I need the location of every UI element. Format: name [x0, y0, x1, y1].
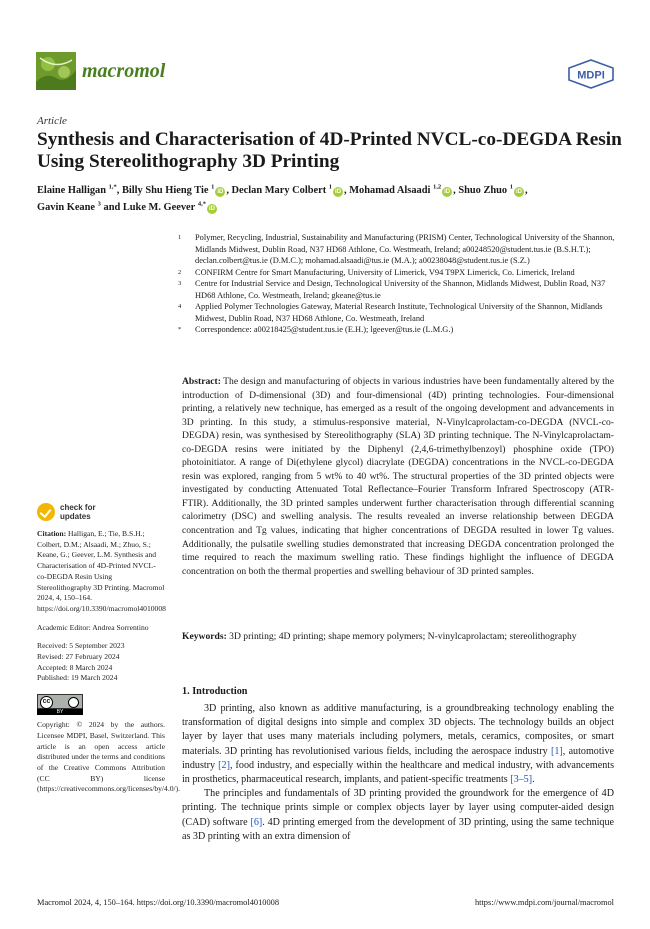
- reference-link[interactable]: [3–5]: [510, 774, 533, 786]
- introduction-body: [182, 702, 614, 844]
- mdpi-logo-text: MDPI: [577, 69, 605, 82]
- citation-text: Halligan, E.; Tie, B.S.H.; Colbert, D.M.; Alsaadi, M.; Zhuo, S.; Keane, G.; Geever, L.M. Synthesis and Characterisation of 4D-Printed NVCL-co-DEGDA Resin Using Stereolithography 3D Printing. Macromol 2024, 4, 150–164. https://doi.org/10.3390/macromol4010008: [37, 529, 166, 613]
- author-affil-sup: 1: [509, 183, 513, 191]
- abstract-label: Abstract:: [182, 376, 221, 387]
- journal-logo: [36, 52, 76, 90]
- check-updates-line1: check for: [60, 503, 96, 512]
- affiliation-text: Correspondence: a00218425@student.tus.ie (E.H.); lgeever@tus.ie (L.M.G.): [195, 325, 454, 334]
- author-name: Mohamad Alsaadi: [349, 185, 431, 196]
- paragraph: [182, 787, 614, 844]
- orcid-icon[interactable]: iD: [335, 189, 342, 195]
- reference-link[interactable]: [2]: [218, 759, 230, 771]
- affiliation-number: 4: [178, 303, 182, 310]
- author-affil-sup: 1,2: [432, 183, 442, 191]
- author-line-1: Elaine Halligan $^{1,*}$, Billy Shu Hieng Tie $^1$iD , Declan Mary Colbert $^1$iD , Mohamad Alsaadi $^{1,2}$iD , Shuo Zhuo $^1$iD ,: [37, 183, 528, 196]
- affiliation-item: [178, 324, 618, 336]
- cc-by-label: BY: [37, 709, 83, 715]
- author-name: Shuo Zhuo: [458, 185, 508, 196]
- author-affil-sup: 1,*: [108, 183, 117, 191]
- section-heading: 1. Introduction: [182, 686, 248, 697]
- check-updates-line2: updates: [60, 512, 91, 521]
- affiliation-number: *: [178, 326, 182, 333]
- journal-name: macromol: [82, 60, 166, 82]
- affiliation-item: [178, 267, 618, 279]
- paragraph-text: The principles and fundamentals of 3D printing provided the groundwork for the emergence of 4D printing. The technique prints simple or complex objects layer by layer using computer-aided design (CAD) software: [182, 788, 614, 828]
- author-line-2: [37, 199, 627, 216]
- paragraph-text: .: [532, 774, 535, 786]
- footer-citation: Macromol 2024, 4, 150–164. https://doi.org/10.3390/macromol4010008: [37, 898, 280, 907]
- affiliation-text: Polymer, Recycling, Industrial, Sustainability and Manufacturing (PRISM) Center, Technological University of the Shannon, Midlands Midwest, Dublin Road, N37 HD68 Athlone, Co. Westmeath, Ireland; a00248520@student.tus.ie (B.S.H.T.); declan.colbert@tus.ie (D.M.C.); mohamad.alsaadi@tus.ie (M.A.); a00238048@student.tus.ie (S.Z.): [195, 233, 615, 265]
- affiliation-number: 3: [178, 280, 182, 287]
- author-name: Billy Shu Hieng Tie: [121, 185, 209, 196]
- citation-label: Citation:: [37, 529, 67, 538]
- paragraph-text: . 4D printing emerged from the development of 3D printing, using the same technique as 3D printing with an extra dimension of: [182, 816, 614, 842]
- orcid-icon[interactable]: iD: [516, 189, 522, 195]
- check-for-updates-button[interactable]: [37, 503, 165, 521]
- abstract: [182, 375, 614, 578]
- article-type: Article: [37, 115, 67, 127]
- affiliation-number: 1: [178, 234, 182, 241]
- affiliation-text: Applied Polymer Technologies Gateway, Material Research Institute, Technological University of the Shannon, Midlands Midwest, Dublin Road, N37 HD68 Athlone, Co. Westmeath, Ireland: [195, 302, 603, 323]
- cc-license-badge[interactable]: [37, 694, 165, 715]
- paragraph-text: 3D printing, also known as additive manufacturing, is a groundbreaking technology enabling the transformation of digital designs into simple and complex 3D objects. The technology builds an object layer by layer that uses many materials including polymers, metals, ceramics, composites, or smart materials. 3D printing has revolutionised various fields, including the aerospace industry: [182, 703, 614, 757]
- paragraph-text: , automotive industry: [182, 745, 614, 771]
- author-name: and Luke M. Geever: [103, 202, 196, 213]
- keywords-label: Keywords:: [182, 631, 227, 642]
- affiliations: [178, 232, 618, 336]
- date-received: Received: 5 September 2023: [37, 641, 125, 651]
- affiliation-item: [178, 232, 618, 267]
- check-updates-label: [60, 503, 96, 521]
- academic-editor: Academic Editor: Andrea Sorrentino: [37, 622, 149, 632]
- orcid-icon[interactable]: iD: [209, 206, 216, 212]
- keywords-text: 3D printing; 4D printing; shape memory polymers; N-vinylcaprolactam; stereolithography: [229, 631, 577, 642]
- paragraph-text: , food industry, and especially within the healthcare and medical industry, with advancements in prosthetics, pharmaceutical research, implants, and patient-specific treatments: [182, 759, 615, 786]
- date-published: Published: 19 March 2024: [37, 673, 118, 683]
- date-revised: Revised: 27 February 2024: [37, 652, 120, 662]
- abstract-text: The design and manufacturing of objects in various industries have been fundamentally altered by the introduction of D-dimensional (3D) and four-dimensional (4D) printing technologies. Four-dimensional printing, a relatively new technique, has emerged as a result of the ongoing development and advancements in 3D printing. In this study, a stimulus-responsive material, N-Vinylcaprolactam-co-DEGDA (NVCL-co-DEGDA) resin, was synthesised by Stereolithography (SLA) 3D printing technique. The N-Vinylcaprolactam-co-DEGDA resins were initiated by the Diphenyl (2,4,6-trimethylbenzoyl) phosphine oxide (TPO) photoinitiator. A range of Di(ethylene glycol) diacrylate (DEGDA) concentrations in the NVCL-co-DEGDA resin was explored, ranging from 5 wt% to 40 wt%. The structural properties of the 3D printed objects were investigated by conducting Attenuated Total Reflectance–Fourier Transform Infrared Spectroscopy (ATR-FTIR). Additionally, the 3D printed samples underwent further characterisation through differential scanning calorimetry (DSC) and swelling analysis. The results revealed an inverse relationship between DEGDA concentration and Tg values, indicating that higher concentrations of DEGDA resulted in lower Tg values. Additionally, the pulsatile swelling studies demonstrated that increasing DEGDA concentration prolonged the time required to reach the maximum swelling ratio. These findings highlight the influence of DEGDA concentration on both the thermal properties and swelling behaviour of 3D printed samples.: [182, 376, 614, 577]
- date-accepted: Accepted: 8 March 2024: [37, 662, 113, 672]
- affiliation-text: CONFIRM Centre for Smart Manufacturing, University of Limerick, V94 T9PX Limerick, Co. Limerick, Ireland: [195, 267, 575, 277]
- article-title: Synthesis and Characterisation of 4D-Printed NVCL-co-DEGDA Resin Using Stereolithography 3D Printing: [37, 129, 622, 172]
- author-name: Declan Mary Colbert: [231, 185, 327, 196]
- author-name: Elaine Halligan: [37, 185, 106, 196]
- keywords: [182, 630, 614, 644]
- cc-by-icon: [37, 694, 83, 709]
- page-footer: [37, 898, 614, 907]
- orcid-icon[interactable]: iD: [217, 189, 224, 195]
- copyright-license-text: Copyright: © 2024 by the authors. Licensee MDPI, Basel, Switzerland. This article is an open access article distributed under the terms and conditions of the Creative Commons Attribution (CC BY) license (https://creativecommons.org/licenses/by/4.0/).: [37, 720, 181, 794]
- affiliation-number: 2: [178, 268, 182, 276]
- reference-link[interactable]: [6]: [250, 816, 263, 828]
- affiliation-item: [178, 301, 618, 324]
- paragraph: [182, 702, 614, 787]
- mdpi-logo: [568, 59, 614, 89]
- author-affil-sup: 1: [328, 183, 333, 191]
- check-updates-icon: [37, 503, 55, 521]
- reference-link[interactable]: [1]: [551, 745, 563, 757]
- author-list: [37, 182, 627, 216]
- sidebar: [37, 503, 181, 795]
- author-name: Gavin Keane: [37, 202, 96, 213]
- author-affil-sup: 1: [211, 183, 215, 191]
- affiliation-item: [178, 278, 618, 301]
- citation-block: [37, 529, 165, 615]
- orcid-icon[interactable]: iD: [444, 189, 451, 195]
- footer-journal-url[interactable]: https://www.mdpi.com/journal/macromol: [474, 898, 614, 907]
- affiliation-text: Centre for Industrial Service and Design, Technological University of the Shannon, Midlands Midwest, Dublin Road, N37 HD68 Athlone, Co. Westmeath, Ireland; gkeane@tus.ie: [195, 279, 606, 300]
- author-affil-sup: 4,*: [197, 200, 207, 208]
- author-affil-sup: 3: [97, 200, 101, 208]
